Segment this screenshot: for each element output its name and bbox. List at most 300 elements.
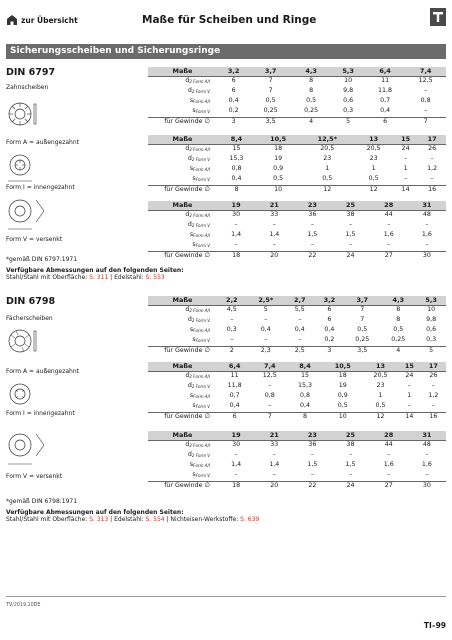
table-cell: 0,4: [260, 326, 271, 334]
table-cell: –: [404, 155, 408, 163]
din6797-form-i: Form I = innengezahnt: [6, 184, 75, 191]
table-cell: 1,2: [427, 165, 438, 173]
washer-drawing-countersunk-serrated: [6, 430, 50, 470]
size-value: 19: [217, 201, 255, 210]
table-cell: 0,4: [228, 97, 239, 105]
table-cell: 23: [323, 155, 332, 163]
d2-form-a-label: $d_{2 Form A/I}$: [148, 210, 217, 220]
din6797-availability: [6, 267, 184, 281]
table-cell: 0,3: [343, 107, 354, 115]
table-cell: 7: [250, 76, 291, 86]
brand-logo: [430, 8, 446, 26]
din6798-table-3: [148, 431, 446, 490]
table-cell: 5: [331, 117, 364, 126]
table-header-row: [148, 135, 446, 144]
table-row: [148, 231, 446, 241]
page-link[interactable]: S. 554: [145, 516, 165, 523]
table-cell: 0,5: [337, 402, 348, 410]
table-cell: 0,9: [273, 165, 284, 173]
page-link[interactable]: S. 639: [240, 516, 260, 523]
table-cell: 30: [217, 440, 255, 450]
table-cell: 1: [378, 392, 383, 400]
din6798-title: DIN 6798: [6, 296, 56, 307]
s-form-v-label: $s_{Form V}$: [192, 335, 210, 343]
table-cell: 44: [370, 440, 408, 450]
table-cell: 1: [371, 165, 376, 173]
table-cell: 26: [421, 371, 446, 381]
size-value: 3,7: [344, 296, 380, 305]
table-cell: –: [425, 221, 429, 229]
d2-form-a-label: $d_{2 Form A/I}$: [148, 305, 217, 315]
table-cell: 20: [255, 481, 293, 490]
table-cell: 1,6: [383, 461, 394, 469]
table-cell: 27: [370, 251, 408, 260]
din6798-availability: [6, 509, 259, 523]
table-cell: 0,9: [337, 392, 348, 400]
table-cell: –: [230, 336, 234, 344]
din6797-subtitle: Zahnscheiben: [6, 84, 49, 91]
table-row: [148, 392, 446, 402]
table-row: [148, 165, 446, 175]
table-cell: 12: [363, 412, 398, 421]
size-value: 4,3: [291, 67, 332, 76]
table-cell: 0,5: [375, 402, 386, 410]
din6797-title: DIN 6797: [6, 67, 56, 78]
din6798-availability-title: Verfügbare Abmessungen auf den folgenden Seiten:: [6, 509, 184, 516]
d2-form-a-label: $d_{2 Form A/I}$: [148, 76, 217, 86]
table-cell: 1,6: [421, 231, 432, 239]
table-cell: –: [234, 451, 238, 459]
table-cell: –: [310, 241, 314, 249]
din6797-form-a: Form A = außengezahnt: [6, 139, 80, 146]
table-cell: 0,4: [231, 175, 242, 183]
d2-form-v-label: $d_{2 Form V}$: [187, 381, 210, 389]
table-row: [148, 402, 446, 412]
table-cell: 19: [274, 155, 283, 163]
din6797-note: *gemäß DIN 6797:1971: [6, 256, 78, 263]
table-cell: 12,5: [405, 76, 446, 86]
table-cell: 7: [252, 412, 287, 421]
table-cell: –: [348, 241, 353, 249]
table-cell: 19: [338, 382, 347, 390]
table-cell: 9,8: [343, 87, 354, 95]
table-cell: 8: [291, 76, 332, 86]
table-cell: 0,5: [273, 175, 284, 183]
table-cell: 0,4: [229, 402, 240, 410]
s-form-a-label: $s_{Form A/I}$: [189, 164, 210, 172]
size-label: Maße: [148, 201, 217, 210]
table-cell: –: [431, 382, 435, 390]
size-value: 2,5*: [247, 296, 285, 305]
table-cell: 30: [217, 210, 255, 220]
footer-divider: [6, 596, 446, 597]
thread-label: für Gewinde ∅: [148, 117, 217, 126]
table-cell: 1,5: [345, 461, 356, 469]
size-value: 25: [331, 431, 369, 440]
table-row: [148, 175, 446, 185]
size-value: 8,4: [287, 362, 322, 371]
size-label: Maße: [148, 67, 217, 76]
din6798-table-2: [148, 362, 446, 421]
washer-drawing-toothed: [6, 98, 46, 136]
table-cell: 1: [407, 392, 412, 400]
table-cell: –: [348, 471, 353, 479]
section-title-bar: Sicherungsscheiben und Sicherungsringe: [6, 44, 446, 59]
d2-form-v-label: $d_{2 Form V}$: [187, 86, 210, 94]
table-cell: 5: [247, 305, 285, 315]
table-cell: 1: [325, 165, 330, 173]
table-cell: 2,3: [247, 346, 285, 355]
d2-form-v-label: $d_{2 Form V}$: [187, 315, 210, 323]
table-cell: 4: [380, 346, 416, 355]
table-cell: 3,5: [250, 117, 291, 126]
table-cell: 15,3: [229, 155, 244, 163]
table-header-row: [148, 67, 446, 76]
table-cell: 0,4: [324, 326, 335, 334]
size-value: 31: [408, 431, 446, 440]
table-cell: 3: [217, 117, 250, 126]
table-cell: –: [404, 175, 408, 183]
table-cell: –: [387, 241, 391, 249]
table-cell: –: [387, 451, 391, 459]
table-cell: 0,5: [306, 97, 317, 105]
table-cell: 0,4: [380, 107, 391, 115]
table-cell: –: [387, 471, 391, 479]
page-link[interactable]: S. 311: [89, 274, 109, 281]
table-cell: –: [234, 471, 238, 479]
din6797-form-v: Form V = versenkt: [6, 236, 63, 243]
table-cell: 2,5: [285, 346, 315, 355]
size-value: 21: [255, 201, 293, 210]
table-cell: 48: [408, 440, 446, 450]
size-value: 7,4: [405, 67, 446, 76]
size-value: 23: [293, 201, 331, 210]
table-cell: 6: [231, 87, 236, 95]
table-cell: 0,8: [420, 97, 431, 105]
table-cell: 3,5: [344, 346, 380, 355]
table-cell: 30: [408, 251, 446, 260]
table-cell: 4,5: [217, 305, 247, 315]
table-cell: –: [407, 402, 411, 410]
table-cell: 1,4: [269, 461, 280, 469]
s-form-v-label: $s_{Form V}$: [192, 470, 210, 478]
s-form-a-label: $s_{Form A/I}$: [189, 96, 210, 104]
din6798-form-i: Form I = innengezahnt: [6, 410, 75, 417]
table-row: [148, 76, 446, 86]
table-cell: –: [407, 382, 411, 390]
availability-text: | Nichteisen-Werkstoffe:: [164, 516, 241, 523]
din6798-subtitle: Fächerscheiben: [6, 315, 53, 322]
table-row: [148, 210, 446, 220]
table-cell: 0,5: [368, 175, 379, 183]
table-cell: –: [431, 402, 435, 410]
table-cell: 5: [416, 346, 446, 355]
table-cell: 18: [217, 251, 255, 260]
table-cell: 0,3: [226, 326, 237, 334]
table-cell: 4: [291, 117, 332, 126]
s-form-a-label: $s_{Form A/I}$: [189, 230, 210, 238]
table-row: [148, 185, 446, 194]
d2-form-a-label: $d_{2 Form A/I}$: [148, 144, 217, 154]
din6797-table-2: [148, 135, 446, 194]
home-icon: [6, 14, 18, 26]
size-value: 23: [293, 431, 331, 440]
size-value: 28: [370, 431, 408, 440]
table-cell: 1,5: [307, 461, 318, 469]
table-cell: 7: [268, 87, 273, 95]
table-cell: 1,6: [383, 231, 394, 239]
d2-form-a-label: $d_{2 Form A/I}$: [148, 440, 217, 450]
table-cell: –: [230, 316, 234, 324]
table-cell: 18: [256, 144, 300, 154]
din6797-table-1: [148, 67, 446, 126]
size-label: Maße: [148, 431, 217, 440]
table-cell: –: [430, 175, 434, 183]
table-row: [148, 241, 446, 251]
din6798-table-1: [148, 296, 446, 355]
table-cell: 10: [331, 76, 364, 86]
s-form-v-label: $s_{Form V}$: [192, 106, 210, 114]
table-cell: –: [268, 402, 272, 410]
table-cell: 6: [365, 117, 406, 126]
table-cell: –: [298, 336, 302, 344]
table-cell: 24: [331, 481, 369, 490]
size-value: 2,2: [217, 296, 247, 305]
page-link[interactable]: S. 553: [145, 274, 165, 281]
table-row: [148, 346, 446, 355]
table-cell: 24: [398, 371, 421, 381]
din6797-availability-title: Verfügbare Abmessungen auf den folgenden Seiten:: [6, 267, 184, 274]
page-link[interactable]: S. 313: [89, 516, 109, 523]
size-value: 7,4: [252, 362, 287, 371]
s-form-v-label: $s_{Form V}$: [192, 240, 210, 248]
size-value: 10,5: [323, 362, 363, 371]
table-cell: 0,6: [426, 326, 437, 334]
table-cell: 11,8: [378, 87, 393, 95]
size-value: 4,3: [380, 296, 416, 305]
table-cell: 7: [344, 305, 380, 315]
table-cell: 33: [255, 210, 293, 220]
size-value: 3,2: [217, 67, 250, 76]
table-cell: 5,5: [285, 305, 315, 315]
size-label: Maße: [148, 362, 217, 371]
table-cell: 0,4: [294, 326, 305, 334]
table-cell: 14: [398, 412, 421, 421]
table-cell: –: [387, 221, 391, 229]
table-cell: 23: [369, 155, 378, 163]
size-value: 17: [418, 135, 446, 144]
table-cell: 0,25: [304, 107, 319, 115]
table-cell: 30: [408, 481, 446, 490]
table-cell: 20,5: [354, 144, 393, 154]
thread-label: für Gewinde ∅: [148, 346, 217, 355]
s-form-a-label: $s_{Form A/I}$: [189, 391, 210, 399]
table-row: [148, 155, 446, 165]
page-header: [6, 8, 446, 32]
table-cell: 1,5: [345, 231, 356, 239]
table-cell: 1,2: [428, 392, 439, 400]
table-cell: 7: [360, 316, 365, 324]
table-cell: –: [234, 221, 238, 229]
table-cell: –: [268, 382, 272, 390]
s-form-a-label: $s_{Form A/I}$: [189, 325, 210, 333]
table-cell: –: [272, 451, 276, 459]
table-cell: 0,5: [322, 175, 333, 183]
table-cell: 0,5: [357, 326, 368, 334]
table-cell: 8: [309, 87, 314, 95]
s-form-v-label: $s_{Form V}$: [192, 174, 210, 182]
table-cell: –: [348, 451, 353, 459]
table-header-row: [148, 362, 446, 371]
size-label: Maße: [148, 296, 217, 305]
table-cell: 16: [421, 412, 446, 421]
table-cell: 0,8: [264, 392, 275, 400]
size-value: 10,5: [256, 135, 300, 144]
table-cell: 9,8: [426, 316, 437, 324]
size-value: 13: [363, 362, 398, 371]
table-cell: –: [272, 241, 276, 249]
table-cell: –: [310, 471, 314, 479]
washer-drawing-internal: [6, 150, 46, 186]
availability-text: | Edelstahl:: [108, 274, 146, 281]
page-title: Maße für Scheiben und Ringe: [142, 14, 317, 26]
table-row: [148, 382, 446, 392]
size-label: Maße: [148, 135, 217, 144]
washer-drawing-countersunk: [6, 196, 50, 234]
table-cell: –: [234, 241, 238, 249]
table-cell: –: [264, 316, 268, 324]
d2-form-v-label: $d_{2 Form V}$: [187, 220, 210, 228]
table-cell: 0,5: [265, 97, 276, 105]
table-cell: –: [310, 221, 314, 229]
washer-drawing-serrated: [6, 326, 46, 362]
table-row: [148, 326, 446, 336]
size-value: 3,2: [315, 296, 345, 305]
table-cell: 1,4: [231, 231, 242, 239]
table-cell: 36: [293, 210, 331, 220]
table-cell: 22: [293, 251, 331, 260]
table-cell: –: [425, 451, 429, 459]
table-row: [148, 336, 446, 346]
table-cell: 3: [315, 346, 345, 355]
table-cell: –: [264, 336, 268, 344]
table-cell: 12: [354, 185, 393, 194]
table-cell: 48: [408, 210, 446, 220]
table-row: [148, 481, 446, 490]
table-cell: 22: [293, 481, 331, 490]
table-cell: 7: [405, 117, 446, 126]
din6798-form-v: Form V = versenkt: [6, 473, 63, 480]
table-cell: 16: [418, 185, 446, 194]
table-cell: 14: [393, 185, 418, 194]
availability-text: Stahl/Stahl mit Oberfläche:: [6, 274, 90, 281]
table-cell: –: [298, 316, 302, 324]
table-cell: –: [425, 471, 429, 479]
din6797-table-3: [148, 201, 446, 260]
table-row: [148, 451, 446, 461]
table-cell: 0,7: [380, 97, 391, 105]
document-id: TV/2019.10DE: [6, 603, 41, 608]
table-cell: 0,4: [300, 402, 311, 410]
table-row: [148, 107, 446, 117]
back-label: zur Übersicht: [21, 15, 78, 25]
table-cell: 0,2: [324, 336, 335, 344]
d2-form-v-label: $d_{2 Form V}$: [187, 154, 210, 162]
table-cell: –: [272, 471, 276, 479]
table-cell: 0,6: [343, 97, 354, 105]
thread-label: für Gewinde ∅: [148, 185, 217, 194]
table-cell: –: [310, 451, 314, 459]
availability-text: Stahl/Stahl mit Oberfläche:: [6, 516, 90, 523]
table-cell: 27: [370, 481, 408, 490]
table-row: [148, 471, 446, 481]
size-value: 28: [370, 201, 408, 210]
table-row: [148, 251, 446, 260]
table-cell: 0,3: [426, 336, 437, 344]
table-row: [148, 371, 446, 381]
table-cell: 0,8: [300, 392, 311, 400]
table-row: [148, 461, 446, 471]
table-cell: 44: [370, 210, 408, 220]
table-row: [148, 316, 446, 326]
back-to-overview-link[interactable]: [6, 14, 78, 26]
table-row: [148, 117, 446, 126]
size-value: 13: [354, 135, 393, 144]
size-value: 15: [393, 135, 418, 144]
table-cell: 24: [393, 144, 418, 154]
table-row: [148, 97, 446, 107]
size-value: 5,3: [331, 67, 364, 76]
size-value: 31: [408, 201, 446, 210]
din6798-form-a: Form A = außengezahnt: [6, 368, 80, 375]
table-cell: 15,3: [297, 382, 313, 390]
table-cell: 1: [403, 165, 408, 173]
table-cell: 0,25: [391, 336, 406, 344]
table-cell: 8: [396, 316, 401, 324]
table-row: [148, 412, 446, 421]
table-cell: 0,5: [393, 326, 404, 334]
size-value: 12,5*: [300, 135, 354, 144]
table-cell: 36: [293, 440, 331, 450]
table-cell: –: [424, 107, 428, 115]
table-cell: 12,5: [252, 371, 287, 381]
table-cell: 0,7: [229, 392, 240, 400]
table-cell: 10: [323, 412, 363, 421]
table-cell: 0,8: [231, 165, 242, 173]
table-cell: –: [348, 221, 353, 229]
table-cell: 1,4: [231, 461, 242, 469]
size-value: 2,7: [285, 296, 315, 305]
table-cell: 20: [255, 251, 293, 260]
d2-form-a-label: $d_{2 Form A/I}$: [148, 371, 217, 381]
thread-label: für Gewinde ∅: [148, 412, 217, 421]
table-cell: 18: [323, 371, 363, 381]
size-value: 6,4: [365, 67, 406, 76]
table-cell: 10: [416, 305, 446, 315]
table-cell: –: [424, 87, 428, 95]
table-cell: 11,8: [227, 382, 242, 390]
size-value: 15: [398, 362, 421, 371]
table-cell: 6: [217, 412, 252, 421]
table-cell: 33: [255, 440, 293, 450]
d2-form-v-label: $d_{2 Form V}$: [187, 450, 210, 458]
table-row: [148, 144, 446, 154]
table-row: [148, 440, 446, 450]
table-cell: 15: [287, 371, 322, 381]
table-header-row: [148, 201, 446, 210]
availability-text: | Edelstahl:: [108, 516, 146, 523]
table-cell: 12: [300, 185, 354, 194]
